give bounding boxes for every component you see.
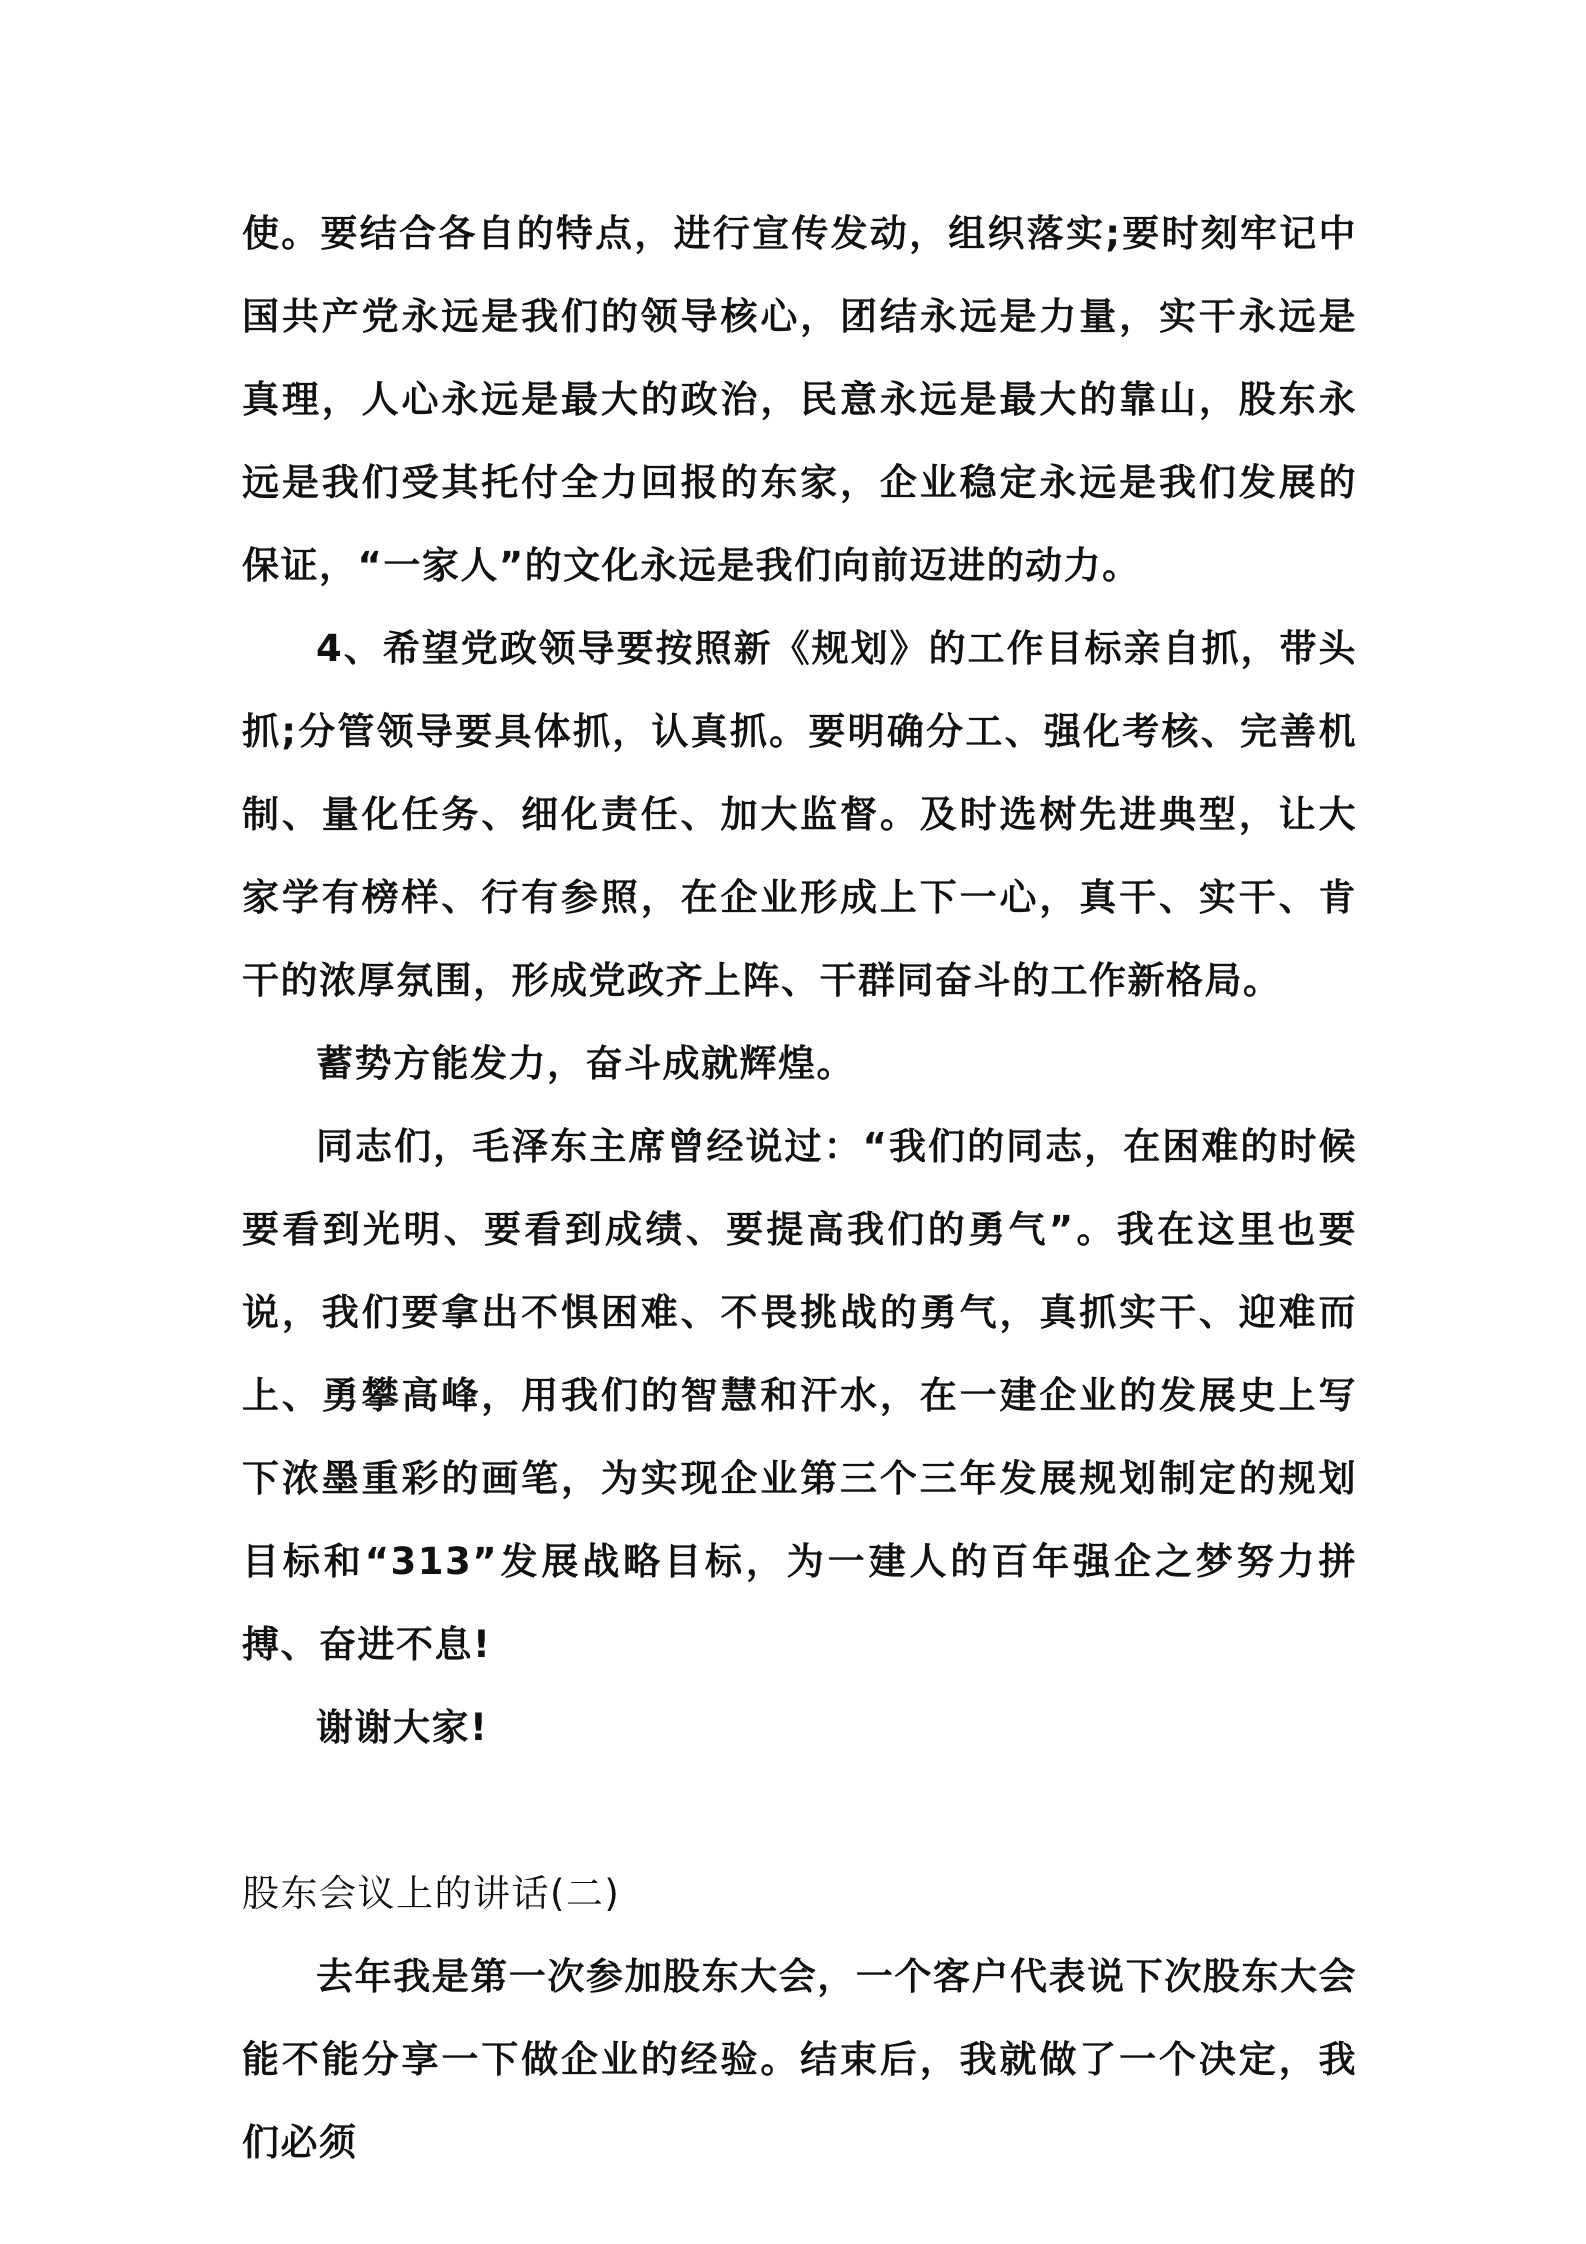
section-heading: 股东会议上的讲话(二) — [242, 1872, 621, 1915]
paragraph-motto: 蓄势方能发力，奋斗成就辉煌。 — [316, 1042, 855, 1085]
paragraph-thanks: 谢谢大家! — [316, 1706, 489, 1749]
paragraph-quote: 同志们，毛泽东主席曾经说过：“我们的同志，在困难的时候要看到光明、要看到成绩、要提高我们的勇气”。我在这里也要说，我们要拿出不惧困难、不畏挑战的勇气，真抓实干、迎难而上、勇攀高峰，用我们的智慧和汗水，在一建企业的发展史上写下浓墨重彩的画笔，为实现企业第三个三年发展规划制定的规划目标和“313”发展战略目标，为一建人的百年强企之梦努力拼搏、奋进不息! — [242, 1125, 1357, 1666]
section-spacer — [242, 1769, 1357, 1852]
paragraph-item-4: 4、希望党政领导要按照新《规划》的工作目标亲自抓，带头抓;分管领导要具体抓，认真抓。要明确分工、强化考核、完善机制、量化任务、细化责任、加大监督。及时选树先进典型，让大家学有榜样、行有参照，在企业形成上下一心，真干、实干、肯干的浓厚氛围，形成党政齐上阵、干群同奋斗的工作新格局。 — [242, 627, 1357, 1002]
paragraph-continuation: 使。要结合各自的特点，进行宣传发动，组织落实;要时刻牢记中国共产党永远是我们的领导核心，团结永远是力量，实干永远是真理，人心永远是最大的政治，民意永远是最大的靠山，股东永远是我们受其托付全力回报的东家，企业稳定永远是我们发展的保证，“一家人”的文化永远是我们向前迈进的动力。 — [242, 212, 1357, 587]
document-body — [242, 192, 1357, 2184]
paragraph-section-two-intro: 去年我是第一次参加股东大会，一个客户代表说下次股东大会能不能分享一下做企业的经验。结束后，我就做了一个决定，我们必须 — [242, 1955, 1357, 2164]
